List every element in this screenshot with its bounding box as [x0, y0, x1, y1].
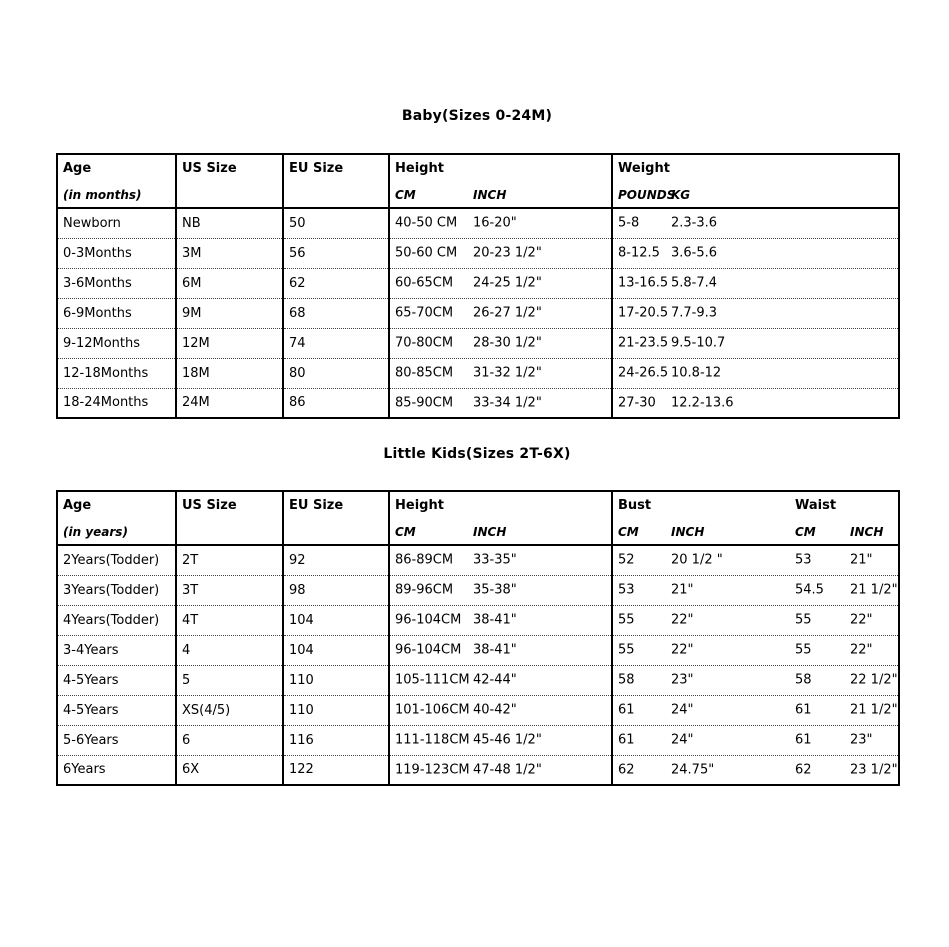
age-unit-label: (in years) [63, 525, 128, 539]
cell-weight [612, 388, 899, 418]
cell-value: 62 [795, 762, 812, 778]
cell-value: 22" [850, 642, 873, 658]
cell-value: 58 [795, 672, 812, 688]
cell-value: 10.8-12 [671, 365, 722, 381]
cell-eu-size: 104 [283, 635, 389, 665]
unit-label-inch: INCH [850, 525, 884, 539]
cell-bust-waist [612, 665, 899, 695]
cell-value: 58 [618, 672, 635, 688]
cell-us-size: 24M [176, 388, 283, 418]
cell-weight [612, 238, 899, 268]
height-label: Height [395, 161, 444, 176]
unit-label-cm: CM [395, 188, 416, 202]
baby-size-table [56, 153, 900, 419]
table-row [57, 208, 899, 238]
unit-label-inch: INCH [671, 525, 705, 539]
cell-value: 105-111CM [395, 672, 470, 688]
table-row [57, 388, 899, 418]
cell-us-size: 2T [176, 545, 283, 575]
column-header-age [57, 154, 176, 208]
table-row [57, 635, 899, 665]
cell-height [389, 665, 612, 695]
cell-us-size: 6M [176, 268, 283, 298]
cell-us-size: 4T [176, 605, 283, 635]
cell-value: 101-106CM [395, 702, 470, 718]
cell-eu-size: 110 [283, 665, 389, 695]
baby-table-title: Baby(Sizes 0-24M) [401, 108, 553, 124]
column-header-us-size [176, 154, 283, 208]
cell-eu-size: 56 [283, 238, 389, 268]
table-row [57, 358, 899, 388]
unit-label-kg: KG [671, 188, 691, 202]
cell-value: 31-32 1/2" [473, 365, 542, 381]
table-row [57, 545, 899, 575]
cell-age: Newborn [57, 208, 176, 238]
cell-us-size: 6X [176, 755, 283, 785]
cell-value: 22" [671, 612, 694, 628]
cell-age: 2Years(Todder) [57, 545, 176, 575]
cell-age: 4Years(Todder) [57, 605, 176, 635]
cell-us-size: 12M [176, 328, 283, 358]
cell-bust-waist [612, 695, 899, 725]
cell-age: 6-9Months [57, 298, 176, 328]
cell-eu-size: 116 [283, 725, 389, 755]
cell-value: 5-8 [618, 215, 640, 231]
cell-value: 61 [795, 702, 812, 718]
cell-value: 27-30 [618, 395, 656, 411]
table-row [57, 605, 899, 635]
cell-value: 24" [671, 702, 694, 718]
cell-value: 61 [618, 702, 635, 718]
cell-weight [612, 208, 899, 238]
cell-value: 35-38" [473, 582, 517, 598]
cell-age: 3-4Years [57, 635, 176, 665]
cell-bust-waist [612, 605, 899, 635]
cell-value: 61 [618, 732, 635, 748]
cell-us-size: XS(4/5) [176, 695, 283, 725]
cell-value: 55 [618, 612, 635, 628]
cell-value: 119-123CM [395, 762, 470, 778]
header-row [57, 154, 899, 208]
cell-eu-size: 74 [283, 328, 389, 358]
us-size-label: US Size [182, 161, 237, 176]
cell-value: 23" [671, 672, 694, 688]
cell-value: 7.7-9.3 [671, 305, 718, 321]
cell-age: 4-5Years [57, 695, 176, 725]
cell-weight [612, 328, 899, 358]
table-row [57, 665, 899, 695]
cell-value: 54.5 [795, 582, 824, 598]
cell-eu-size: 104 [283, 605, 389, 635]
cell-age: 3Years(Todder) [57, 575, 176, 605]
cell-value: 40-50 CM [395, 215, 458, 231]
cell-eu-size: 98 [283, 575, 389, 605]
cell-age: 9-12Months [57, 328, 176, 358]
table-row [57, 725, 899, 755]
column-header-weight [612, 154, 899, 208]
unit-label-cm: CM [618, 525, 639, 539]
cell-height [389, 545, 612, 575]
little-kids-table-body [57, 545, 899, 785]
cell-value: 26-27 1/2" [473, 305, 542, 321]
waist-label: Waist [795, 498, 837, 513]
cell-value: 70-80CM [395, 335, 454, 351]
cell-height [389, 238, 612, 268]
table-row [57, 575, 899, 605]
cell-weight [612, 358, 899, 388]
table-row [57, 298, 899, 328]
cell-age: 3-6Months [57, 268, 176, 298]
cell-value: 3.6-5.6 [671, 245, 718, 261]
cell-value: 22 1/2" [850, 672, 898, 688]
age-unit-label: (in months) [63, 188, 142, 202]
cell-age: 5-6Years [57, 725, 176, 755]
cell-eu-size: 62 [283, 268, 389, 298]
cell-value: 21 1/2" [850, 582, 898, 598]
cell-value: 5.8-7.4 [671, 275, 718, 291]
eu-size-label: EU Size [289, 161, 344, 176]
cell-height [389, 635, 612, 665]
cell-value: 55 [795, 612, 812, 628]
cell-bust-waist [612, 575, 899, 605]
cell-value: 22" [850, 612, 873, 628]
cell-value: 24.75" [671, 762, 715, 778]
cell-value: 21 1/2" [850, 702, 898, 718]
cell-height [389, 755, 612, 785]
cell-weight [612, 298, 899, 328]
cell-value: 24" [671, 732, 694, 748]
cell-value: 17-20.5 [618, 305, 669, 321]
unit-label-pounds: POUNDS [618, 188, 676, 202]
weight-label: Weight [618, 161, 670, 176]
cell-value: 47-48 1/2" [473, 762, 542, 778]
cell-value: 23 1/2" [850, 762, 898, 778]
cell-value: 89-96CM [395, 582, 454, 598]
cell-value: 38-41" [473, 612, 517, 628]
age-label: Age [63, 498, 92, 513]
cell-us-size: 18M [176, 358, 283, 388]
column-header-eu-size [283, 154, 389, 208]
column-header-us-size [176, 491, 283, 545]
height-label: Height [395, 498, 444, 513]
cell-value: 53 [618, 582, 635, 598]
column-header-eu-size [283, 491, 389, 545]
table-row [57, 238, 899, 268]
cell-bust-waist [612, 635, 899, 665]
cell-value: 61 [795, 732, 812, 748]
cell-us-size: 3T [176, 575, 283, 605]
cell-height [389, 298, 612, 328]
cell-value: 9.5-10.7 [671, 335, 726, 351]
cell-value: 40-42" [473, 702, 517, 718]
table-row [57, 755, 899, 785]
cell-value: 45-46 1/2" [473, 732, 542, 748]
cell-height [389, 358, 612, 388]
cell-us-size: 6 [176, 725, 283, 755]
baby-table-body [57, 208, 899, 418]
eu-size-label: EU Size [289, 498, 344, 513]
column-header-height [389, 491, 612, 545]
cell-eu-size: 110 [283, 695, 389, 725]
cell-height [389, 388, 612, 418]
cell-value: 21" [671, 582, 694, 598]
column-header-age [57, 491, 176, 545]
cell-age: 6Years [57, 755, 176, 785]
cell-height [389, 268, 612, 298]
cell-value: 111-118CM [395, 732, 470, 748]
cell-value: 86-89CM [395, 552, 454, 568]
us-size-label: US Size [182, 498, 237, 513]
cell-us-size: NB [176, 208, 283, 238]
cell-value: 60-65CM [395, 275, 454, 291]
header-row [57, 491, 899, 545]
cell-value: 50-60 CM [395, 245, 458, 261]
age-label: Age [63, 161, 92, 176]
little-kids-table-title: Little Kids(Sizes 2T-6X) [383, 446, 571, 462]
cell-value: 80-85CM [395, 365, 454, 381]
cell-age: 12-18Months [57, 358, 176, 388]
cell-value: 65-70CM [395, 305, 454, 321]
cell-us-size: 9M [176, 298, 283, 328]
cell-value: 21" [850, 552, 873, 568]
cell-us-size: 5 [176, 665, 283, 695]
cell-eu-size: 92 [283, 545, 389, 575]
cell-eu-size: 122 [283, 755, 389, 785]
table-row [57, 268, 899, 298]
cell-value: 20-23 1/2" [473, 245, 542, 261]
unit-label-inch: INCH [473, 525, 507, 539]
unit-label-cm: CM [395, 525, 416, 539]
cell-weight [612, 268, 899, 298]
cell-value: 8-12.5 [618, 245, 660, 261]
cell-age: 18-24Months [57, 388, 176, 418]
cell-value: 33-34 1/2" [473, 395, 542, 411]
cell-eu-size: 86 [283, 388, 389, 418]
cell-value: 28-30 1/2" [473, 335, 542, 351]
cell-value: 53 [795, 552, 812, 568]
column-header-height [389, 154, 612, 208]
cell-value: 52 [618, 552, 635, 568]
cell-value: 2.3-3.6 [671, 215, 718, 231]
cell-value: 96-104CM [395, 642, 462, 658]
cell-value: 85-90CM [395, 395, 454, 411]
cell-value: 55 [618, 642, 635, 658]
little-kids-size-table [56, 490, 900, 786]
cell-value: 42-44" [473, 672, 517, 688]
cell-us-size: 4 [176, 635, 283, 665]
cell-us-size: 3M [176, 238, 283, 268]
cell-height [389, 575, 612, 605]
cell-value: 24-25 1/2" [473, 275, 542, 291]
cell-value: 16-20" [473, 215, 517, 231]
cell-value: 22" [671, 642, 694, 658]
cell-height [389, 328, 612, 358]
cell-value: 21-23.5 [618, 335, 669, 351]
cell-height [389, 208, 612, 238]
cell-value: 38-41" [473, 642, 517, 658]
table-row [57, 328, 899, 358]
table-row [57, 695, 899, 725]
cell-value: 24-26.5 [618, 365, 669, 381]
cell-eu-size: 80 [283, 358, 389, 388]
column-header-bust-waist [612, 491, 899, 545]
cell-eu-size: 68 [283, 298, 389, 328]
cell-value: 20 1/2 " [671, 552, 723, 568]
cell-bust-waist [612, 725, 899, 755]
cell-age: 0-3Months [57, 238, 176, 268]
cell-height [389, 725, 612, 755]
cell-value: 62 [618, 762, 635, 778]
cell-bust-waist [612, 755, 899, 785]
cell-value: 12.2-13.6 [671, 395, 734, 411]
cell-value: 96-104CM [395, 612, 462, 628]
bust-label: Bust [618, 498, 652, 513]
cell-bust-waist [612, 545, 899, 575]
unit-label-cm: CM [795, 525, 816, 539]
cell-value: 33-35" [473, 552, 517, 568]
cell-height [389, 605, 612, 635]
cell-value: 55 [795, 642, 812, 658]
cell-height [389, 695, 612, 725]
cell-age: 4-5Years [57, 665, 176, 695]
unit-label-inch: INCH [473, 188, 507, 202]
cell-value: 23" [850, 732, 873, 748]
cell-eu-size: 50 [283, 208, 389, 238]
cell-value: 13-16.5 [618, 275, 669, 291]
